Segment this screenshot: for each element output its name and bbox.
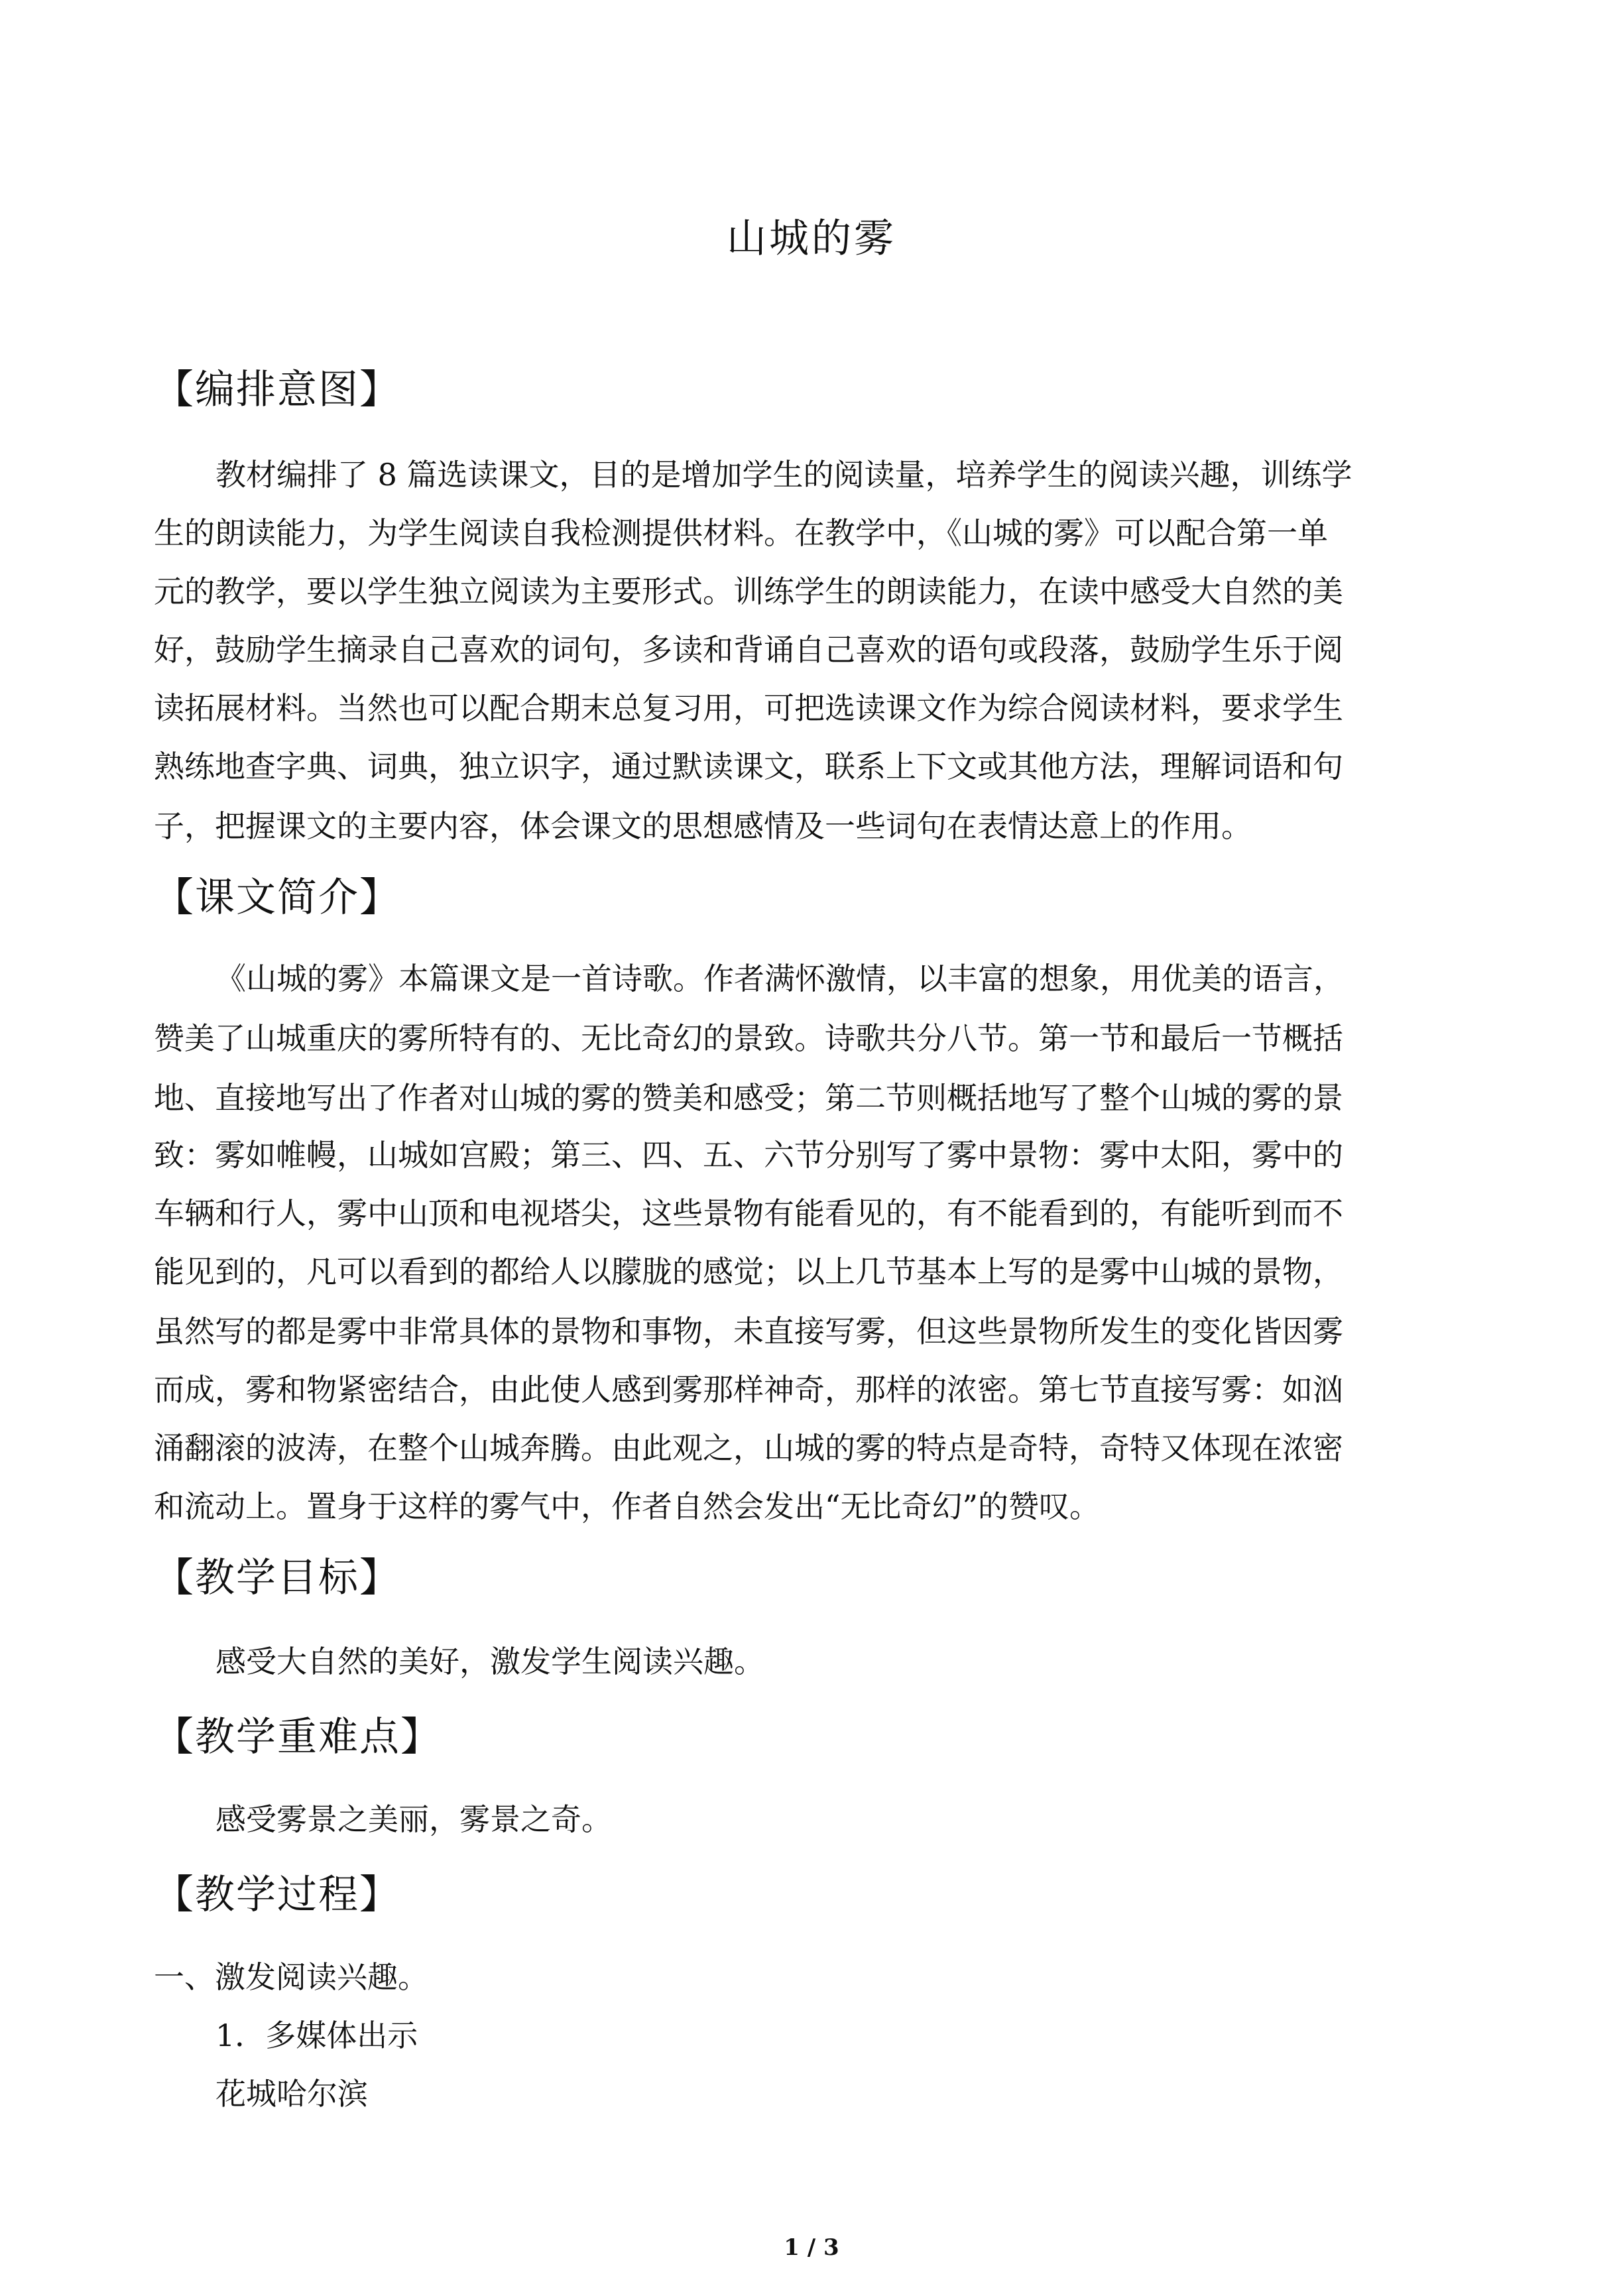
paragraph-line: 而成，雾和物紧密结合，由此使人感到雾那样神奇，那样的浓密。第七节直接写雾：如汹 <box>154 1372 1343 1408</box>
step-heading: 一、激发阅读兴趣。 <box>154 1959 428 1995</box>
paragraph-line: 《山城的雾》本篇课文是一首诗歌。作者满怀激情，以丰富的想象，用优美的语言， <box>215 961 1344 997</box>
paragraph-line: 涌翻滚的波涛，在整个山城奔腾。由此观之，山城的雾的特点是奇特，奇特又体现在浓密 <box>154 1430 1343 1466</box>
paragraph-line: 赞美了山城重庆的雾所特有的、无比奇幻的景致。诗歌共分八节。第一节和最后一节概括 <box>154 1020 1343 1056</box>
paragraph-line: 花城哈尔滨 <box>215 2076 368 2112</box>
paragraph-line: 好，鼓励学生摘录自己喜欢的词句，多读和背诵自己喜欢的语句或段落，鼓励学生乐于阅 <box>154 632 1343 668</box>
section-heading-intent: 【编排意图】 <box>154 367 400 413</box>
paragraph-line: 熟练地查字典、词典，独立识字，通过默读课文，联系上下文或其他方法，理解词语和句 <box>154 749 1343 784</box>
paragraph-line: 能见到的，凡可以看到的都给人以朦胧的感觉；以上几节基本上写的是雾中山城的景物， <box>154 1254 1343 1290</box>
paragraph-line: 子，把握课文的主要内容，体会课文的思想感情及一些词句在表情达意上的作用。 <box>154 808 1252 844</box>
document-title: 山城的雾 <box>727 215 896 262</box>
section-heading-process: 【教学过程】 <box>154 1872 400 1918</box>
paragraph-line: 感受大自然的美好，激发学生阅读兴趣。 <box>215 1644 764 1679</box>
paragraph-line: 车辆和行人，雾中山顶和电视塔尖，这些景物有能看见的，有不能看到的，有能听到而不 <box>154 1195 1343 1231</box>
paragraph-line: 生的朗读能力，为学生阅读自我检测提供材料。在教学中，《山城的雾》可以配合第一单 <box>154 515 1328 551</box>
paragraph-line: 地、直接地写出了作者对山城的雾的赞美和感受；第二节则概括地写了整个山城的雾的景 <box>154 1080 1343 1116</box>
section-heading-intro: 【课文简介】 <box>154 875 400 921</box>
section-heading-goals: 【教学目标】 <box>154 1555 400 1601</box>
paragraph-line: 虽然写的都是雾中非常具体的景物和事物，未直接写雾，但这些景物所发生的变化皆因雾 <box>154 1313 1343 1349</box>
paragraph-line: 元的教学，要以学生独立阅读为主要形式。训练学生的朗读能力，在读中感受大自然的美 <box>154 574 1343 609</box>
list-item: 1．多媒体出示 <box>215 2018 418 2053</box>
paragraph-line: 感受雾景之美丽，雾景之奇。 <box>215 1801 612 1837</box>
page-number: 1 / 3 <box>784 2234 839 2261</box>
section-heading-keypoints: 【教学重难点】 <box>154 1714 442 1760</box>
paragraph-line: 教材编排了 8 篇选读课文，目的是增加学生的阅读量，培养学生的阅读兴趣，训练学 <box>215 457 1352 493</box>
paragraph-line: 致：雾如帷幔，山城如宫殿；第三、四、五、六节分别写了雾中景物：雾中太阳，雾中的 <box>154 1137 1343 1173</box>
paragraph-line: 读拓展材料。当然也可以配合期末总复习用，可把选读课文作为综合阅读材料，要求学生 <box>154 690 1343 726</box>
paragraph-line: 和流动上。置身于这样的雾气中，作者自然会发出“无比奇幻”的赞叹。 <box>154 1488 1101 1524</box>
